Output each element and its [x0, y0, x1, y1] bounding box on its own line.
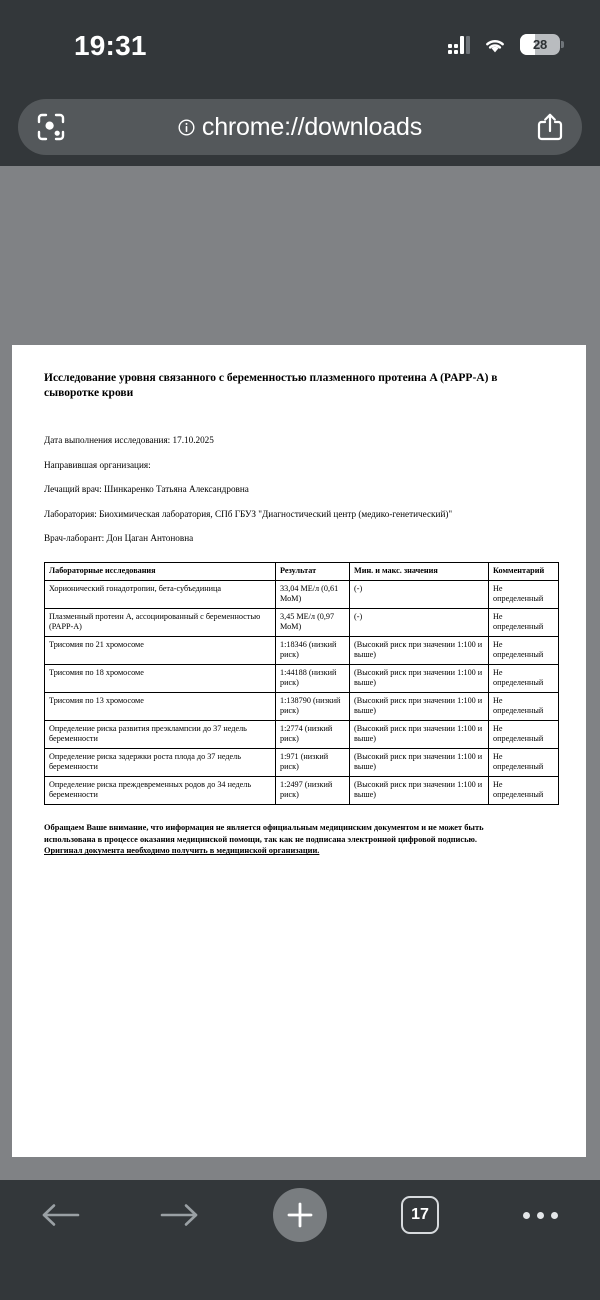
cell-range: (-): [350, 608, 489, 636]
table-row: [45, 720, 559, 748]
cell-range: (Высокий риск при значении 1:100 и выше): [350, 748, 489, 776]
disclaimer-line-1: Обращаем Ваше внимание, что информация не является официальным медицинским документом и не может быть: [44, 822, 484, 832]
cell-result: 1:971 (низкий риск): [276, 748, 350, 776]
disclaimer-text: [44, 822, 558, 858]
column-header-result: Результат: [276, 563, 350, 581]
cell-name: Трисомия по 21 хромосоме: [45, 636, 276, 664]
cell-name: Определение риска задержки роста плода до 37 недель беременности: [45, 748, 276, 776]
plus-icon[interactable]: [286, 1201, 314, 1229]
back-button[interactable]: [0, 1180, 120, 1250]
cell-range: (-): [350, 580, 489, 608]
cell-comment: Не определенный: [489, 664, 559, 692]
forward-button[interactable]: [120, 1180, 240, 1250]
table-header-row: [45, 563, 559, 581]
table-row: [45, 776, 559, 804]
cell-comment: Не определенный: [489, 692, 559, 720]
cell-result: 1:2774 (низкий риск): [276, 720, 350, 748]
cell-name: Плазменный протеин A, ассоциированный с беременностью (PAPP-A): [45, 608, 276, 636]
status-bar: [0, 0, 600, 88]
cell-range: (Высокий риск при значении 1:100 и выше): [350, 692, 489, 720]
battery-percent: 28: [532, 37, 548, 52]
cell-name: Определение риска преждевременных родов до 34 недель беременности: [45, 776, 276, 804]
meta-laboratory: Лаборатория: Биохимическая лаборатория, СПб ГБУЗ "Диагностический центр (медико-генетический)": [44, 508, 453, 519]
cell-comment: Не определенный: [489, 776, 559, 804]
omnibox-container: [0, 96, 600, 166]
status-icons: [448, 34, 560, 55]
column-header-name: Лабораторные исследования: [45, 563, 276, 581]
meta-referring-organization: Направившая организация:: [44, 459, 151, 470]
cell-name: Хорионический гонадотропин, бета-субъединица: [45, 580, 276, 608]
table-row: [45, 664, 559, 692]
disclaimer-line-2: использована в процессе оказания медицинской помощи, так как не подписана электронной цифровой подписью.: [44, 834, 477, 844]
more-options-icon[interactable]: [523, 1212, 558, 1219]
table-row: [45, 692, 559, 720]
cell-comment: Не определенный: [489, 748, 559, 776]
cell-range: (Высокий риск при значении 1:100 и выше): [350, 720, 489, 748]
cell-comment: Не определенный: [489, 720, 559, 748]
document-title: Исследование уровня связанного с беременностью плазменного протеина A (PAPP-A) в сыворотке крови: [44, 372, 498, 400]
cell-name: Трисомия по 13 хромосоме: [45, 692, 276, 720]
meta-attending-doctor: Лечащий врач: Шинкаренко Татьяна Александровна: [44, 484, 249, 495]
omnibox-content[interactable]: [78, 113, 522, 142]
bottom-toolbar: [0, 1180, 600, 1300]
cell-range: (Высокий риск при значении 1:100 и выше): [350, 636, 489, 664]
cell-result: 1:44188 (низкий риск): [276, 664, 350, 692]
cell-name: Трисомия по 18 хромосоме: [45, 664, 276, 692]
menu-button[interactable]: [480, 1180, 600, 1250]
wifi-icon: [483, 36, 507, 54]
tab-count[interactable]: 17: [401, 1196, 439, 1234]
table-row: [45, 636, 559, 664]
cell-name: Определение риска развития преэклампсии до 37 недель беременности: [45, 720, 276, 748]
new-tab-button[interactable]: [240, 1180, 360, 1250]
share-icon[interactable]: [522, 99, 578, 155]
meta-study-date: Дата выполнения исследования: 17.10.2025: [44, 435, 214, 446]
lab-results-table: [44, 562, 559, 805]
column-header-range: Мин. и макс. значения: [350, 563, 489, 581]
battery-icon: [520, 34, 560, 55]
cellular-signal-icon: [448, 36, 470, 54]
cell-result: 3,45 МЕ/л (0,97 МоМ): [276, 608, 350, 636]
status-time: 19:31: [74, 30, 147, 61]
disclaimer-line-3: Оригинал документа необходимо получить в медицинской организации.: [44, 846, 320, 856]
cell-range: (Высокий риск при значении 1:100 и выше): [350, 776, 489, 804]
meta-lab-technician: Врач-лаборант: Дон Цаган Антоновна: [44, 533, 194, 544]
table-row: [45, 748, 559, 776]
table-row: [45, 608, 559, 636]
column-header-comment: Комментарий: [489, 563, 559, 581]
cell-result: 1:138790 (низкий риск): [276, 692, 350, 720]
google-lens-icon[interactable]: [24, 99, 78, 155]
cell-result: 33,04 МЕ/л (0,61 МоМ): [276, 580, 350, 608]
address-bar[interactable]: [18, 99, 582, 155]
cell-comment: Не определенный: [489, 636, 559, 664]
cell-range: (Высокий риск при значении 1:100 и выше): [350, 664, 489, 692]
cell-result: 1:18346 (низкий риск): [276, 636, 350, 664]
tab-switcher-button[interactable]: [360, 1180, 480, 1250]
page-info-icon[interactable]: [178, 119, 195, 136]
table-row: [45, 580, 559, 608]
cell-result: 1:2497 (низкий риск): [276, 776, 350, 804]
forward-arrow-icon[interactable]: [158, 1198, 202, 1232]
url-text[interactable]: chrome://downloads: [201, 112, 423, 141]
cell-comment: Не определенный: [489, 580, 559, 608]
back-arrow-icon[interactable]: [38, 1198, 82, 1232]
document-page[interactable]: [12, 345, 586, 1157]
cell-comment: Не определенный: [489, 608, 559, 636]
